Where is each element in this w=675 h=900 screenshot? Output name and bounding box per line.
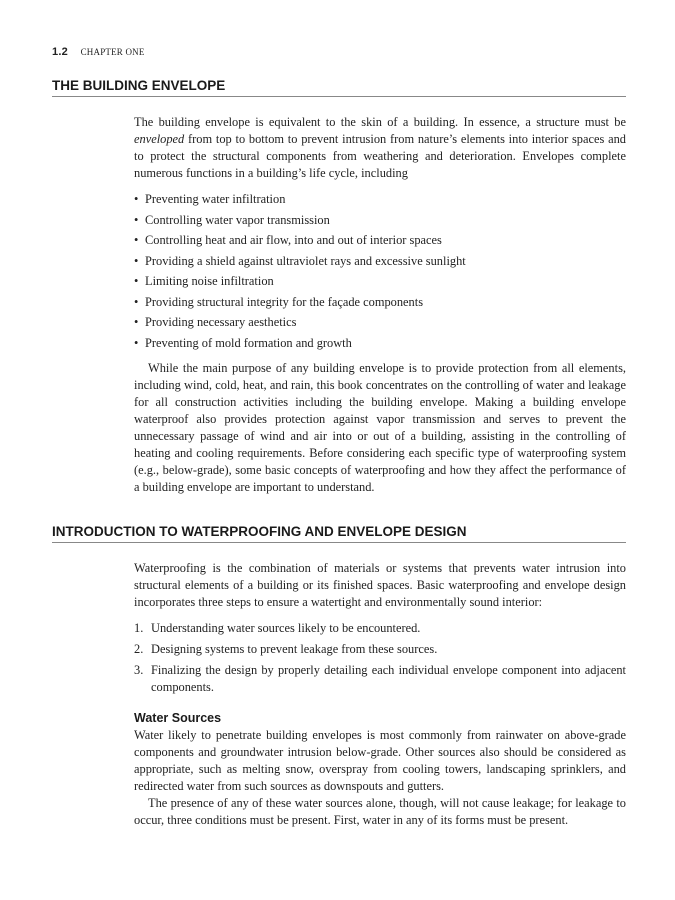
list-item: • Controlling water vapor transmission: [134, 210, 626, 231]
body-paragraph: Waterproofing is the combination of materials or systems that prevents water intrusion into structural elements of a building or its finished spaces. Basic waterproofing and envelope design incorporates three steps to ensure a watertight and environmentally sound interior:: [134, 561, 626, 609]
body-paragraph: The presence of any of these water sources alone, though, will not cause leakage; for leakage to occur, three conditions must be present. First, water in any of its forms must be present.: [134, 796, 626, 827]
running-head: [52, 46, 145, 58]
step-number: 1.: [134, 621, 144, 635]
body-paragraph: While the main purpose of any building envelope is to provide protection from all elements, including wind, cold, heat, and rain, this book concentrates on the controlling of water and leakage for all construction activities including the building envelope. Making a building envelope waterproof also provides protection against vapor transmission and serves to prevent the unnecessary passage of wind and air into or out of a building, assisting in the controlling of heating and cooling requirements. Before considering each specific type of waterproofing system (e.g., below-grade), some basic concepts of waterproofing and how they affect the performance of a building envelope are important to understand.: [134, 361, 626, 494]
waterproofing-intro: [134, 560, 626, 611]
list-item: [134, 641, 626, 658]
intro-text-start: The building envelope is equivalent to the skin of a building. In essence, a structure must be: [134, 115, 626, 129]
list-item: • Preventing of mold formation and growth: [134, 333, 626, 354]
list-item: • Limiting noise infiltration: [134, 271, 626, 292]
list-item: • Controlling heat and air flow, into and out of interior spaces: [134, 230, 626, 251]
step-text: Designing systems to prevent leakage from these sources.: [151, 642, 438, 656]
list-item: • Providing a shield against ultraviolet rays and excessive sunlight: [134, 251, 626, 272]
step-number: 2.: [134, 642, 144, 656]
step-number: 3.: [134, 663, 144, 677]
section-heading-building-envelope: THE BUILDING ENVELOPE: [52, 78, 626, 97]
section-heading-waterproofing-intro: INTRODUCTION TO WATERPROOFING AND ENVELOPE DESIGN: [52, 524, 626, 543]
list-item: [134, 662, 626, 696]
step-text: Understanding water sources likely to be encountered.: [151, 621, 421, 635]
list-item: • Preventing water infiltration: [134, 189, 626, 210]
envelope-functions-list: [134, 189, 626, 353]
intro-emphasis: enveloped: [134, 132, 185, 146]
building-envelope-intro: [134, 114, 626, 182]
list-item: • Providing necessary aesthetics: [134, 312, 626, 333]
chapter-label: CHAPTER ONE: [80, 47, 145, 57]
list-item: • Providing structural integrity for the façade components: [134, 292, 626, 313]
list-item: [134, 620, 626, 637]
water-sources-text: [134, 727, 626, 829]
body-paragraph: Water likely to penetrate building envelopes is most commonly from rainwater on above-grade components and groundwater intrusion below-grade. Other sources also should be considered as appropriate, such as melting snow, overspray from cooling towers, landscaping sprinklers, and redirected water from such sources as downspouts and gutters.: [134, 728, 626, 793]
intro-paragraph: [134, 114, 626, 182]
design-steps-block: [134, 620, 626, 700]
step-text: Finalizing the design by properly detailing each individual envelope component into adjacent components.: [151, 663, 626, 694]
design-steps-list: [134, 620, 626, 696]
building-envelope-para2: [134, 360, 626, 496]
subheading-water-sources: Water Sources: [134, 711, 222, 725]
page-number: 1.2: [52, 46, 68, 58]
intro-text-end: from top to bottom to prevent intrusion from nature’s elements into interior spaces and to protect the structural components from weathering and deterioration. Envelopes complete numerous functions in a building’s life cycle, including: [134, 132, 626, 180]
envelope-functions-list-block: [134, 189, 626, 353]
